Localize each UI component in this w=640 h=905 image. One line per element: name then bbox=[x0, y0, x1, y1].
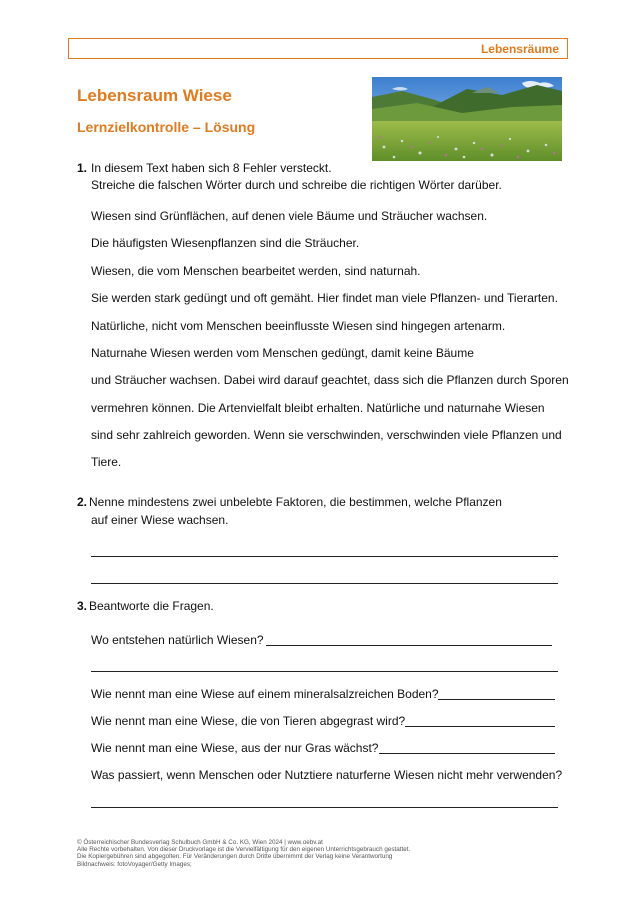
answer-line[interactable] bbox=[266, 645, 552, 646]
task3-intro: Beantworte die Fragen. bbox=[89, 599, 214, 613]
task1-instruction-2: Streiche die falschen Wörter durch und schreibe die richtigen Wörter darüber. bbox=[91, 178, 502, 192]
text-line: vermehren können. Die Artenvielfalt bleibt erhalten. Natürliche und naturnahe Wiesen bbox=[91, 401, 545, 415]
task2-instruction-2: auf einer Wiese wachsen. bbox=[91, 513, 229, 527]
answer-line[interactable] bbox=[379, 753, 555, 754]
text-line: Natürliche, nicht vom Menschen beeinflusste Wiesen sind hingegen artenarm. bbox=[91, 319, 506, 333]
text-line: sind sehr zahlreich geworden. Wenn sie verschwinden, verschwinden viele Pflanzen und bbox=[91, 428, 562, 442]
answer-line[interactable] bbox=[91, 807, 558, 808]
answer-line[interactable] bbox=[91, 556, 558, 557]
header-label: Lebensräume bbox=[480, 42, 559, 56]
question-1: Wo entstehen natürlich Wiesen? bbox=[91, 633, 264, 647]
meadow-photo-icon bbox=[372, 77, 562, 161]
footer-line: © Österreichischer Bundesverlag Schulbuch GmbH & Co. KG, Wien 2024 | www.oebv.at bbox=[77, 839, 323, 846]
question-2: Wie nennt man eine Wiese auf einem mineralsalzreichen Boden? bbox=[91, 687, 439, 701]
text-line: Sie werden stark gedüngt und oft gemäht. Hier findet man viele Pflanzen- und Tierarten. bbox=[91, 291, 558, 305]
footer-line: Alle Rechte vorbehalten. Von dieser Druckvorlage ist die Vervielfältigung für den eigenen Unterrichtsgebrauch gestattet. bbox=[77, 846, 411, 854]
text-line: Wiesen, die vom Menschen bearbeitet werden, sind naturnah. bbox=[91, 264, 421, 278]
footer bbox=[77, 839, 410, 868]
text-line: Tiere. bbox=[91, 455, 122, 469]
text-line: Wiesen sind Grünflächen, auf denen viele Bäume und Sträucher wachsen. bbox=[91, 209, 488, 223]
task1-instruction-1: In diesem Text haben sich 8 Fehler versteckt. bbox=[91, 161, 332, 175]
task3-number: 3. bbox=[77, 599, 88, 613]
answer-line[interactable] bbox=[405, 726, 555, 727]
header-box bbox=[68, 38, 568, 59]
task2-number: 2. bbox=[77, 495, 88, 509]
text-line: Die häufigsten Wiesenpflanzen sind die Sträucher. bbox=[91, 236, 360, 250]
task1-number: 1. bbox=[77, 161, 88, 175]
page-title: Lebensraum Wiese bbox=[77, 86, 232, 105]
text-line: und Sträucher wachsen. Dabei wird darauf geachtet, dass sich die Pflanzen durch Sporen bbox=[91, 373, 569, 387]
text-line: Naturnahe Wiesen werden vom Menschen gedüngt, damit keine Bäume bbox=[91, 346, 474, 360]
page-subtitle: Lernzielkontrolle – Lösung bbox=[77, 119, 256, 135]
question-3: Wie nennt man eine Wiese, die von Tieren abgegrast wird? bbox=[91, 714, 406, 728]
task2-instruction-1: Nenne mindestens zwei unbelebte Faktoren, die bestimmen, welche Pflanzen bbox=[89, 495, 502, 509]
footer-line: Die Kopiergebühren sind abgegolten. Für Veränderungen durch Dritte übernimmt der Verlag keine Verantwortung bbox=[77, 853, 393, 861]
footer-line: Bildnachweis: fotoVoyager/Getty Images; bbox=[77, 860, 192, 868]
answer-line[interactable] bbox=[91, 671, 558, 672]
question-5: Was passiert, wenn Menschen oder Nutztiere naturferne Wiesen nicht mehr verwenden? bbox=[91, 768, 563, 782]
answer-line[interactable] bbox=[91, 583, 558, 584]
answer-line[interactable] bbox=[438, 699, 555, 700]
question-4: Wie nennt man eine Wiese, aus der nur Gras wächst? bbox=[91, 741, 379, 755]
